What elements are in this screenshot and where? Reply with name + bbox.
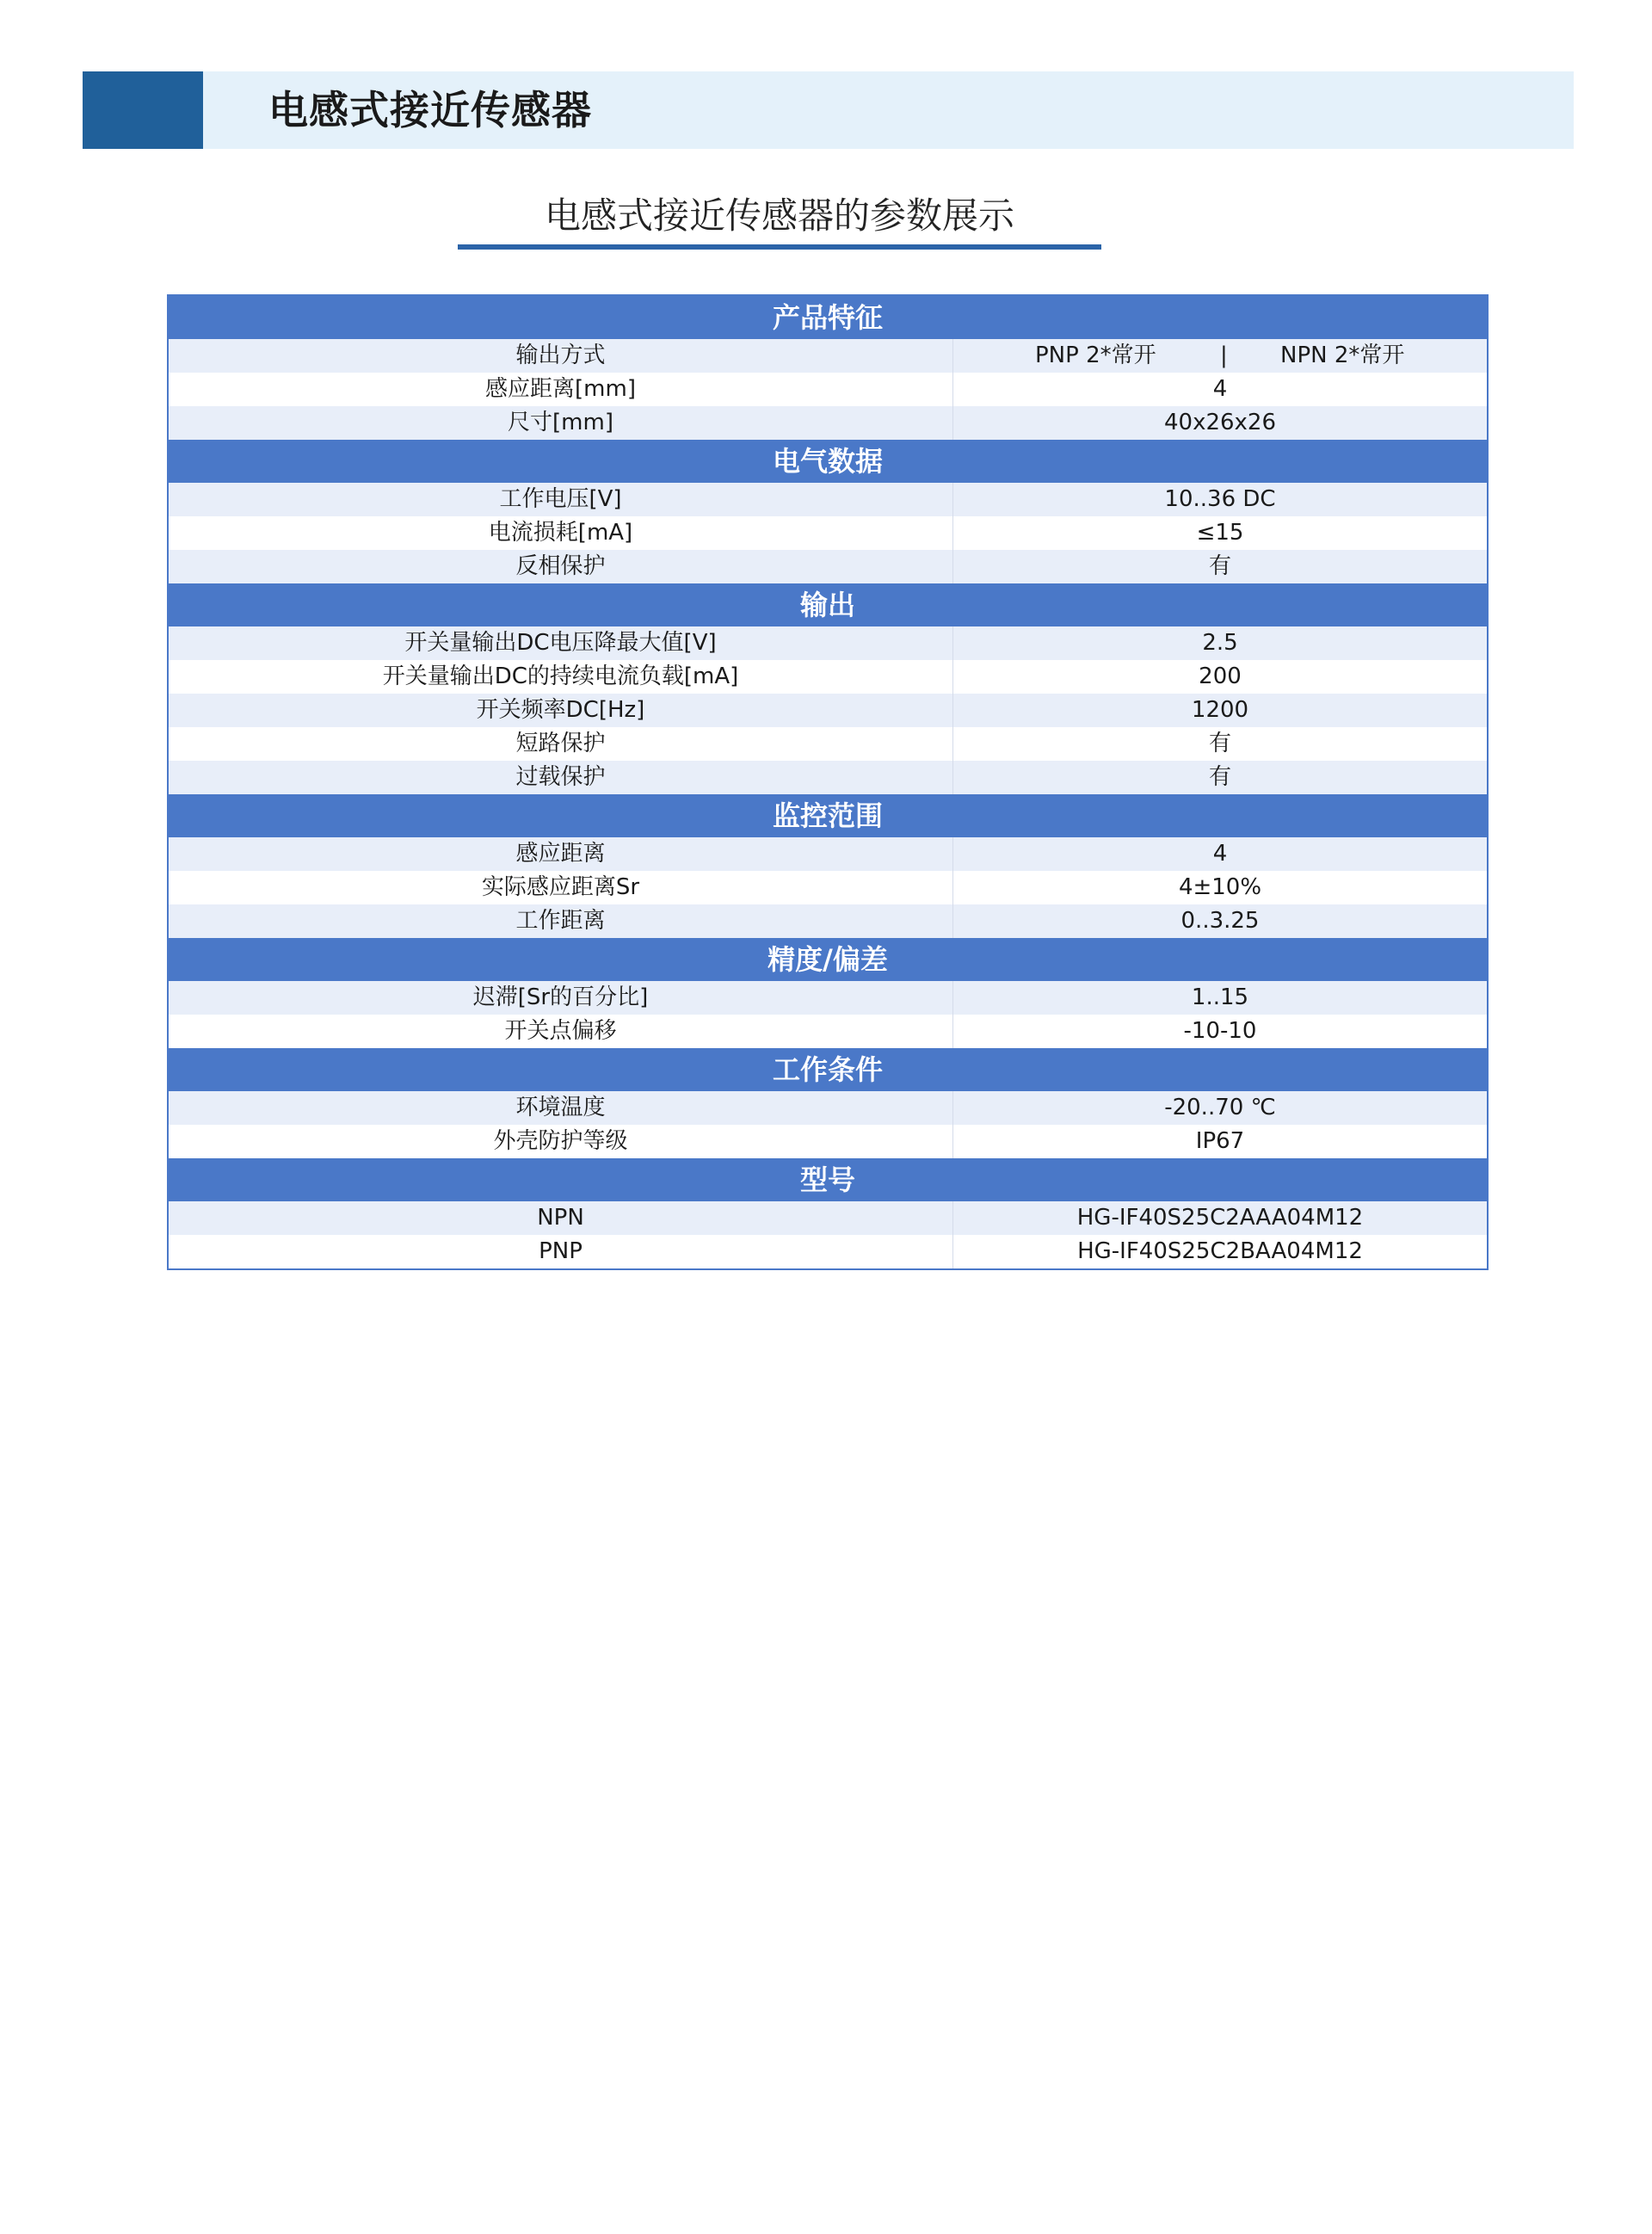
row-value: -10-10 [1183, 1018, 1257, 1044]
row-label: NPN [169, 1201, 953, 1235]
table-row [169, 1235, 1487, 1268]
table-row [169, 660, 1487, 694]
row-label: 开关频率DC[Hz] [169, 694, 953, 727]
row-label: 工作电压[V] [169, 483, 953, 516]
row-label: PNP [169, 1235, 953, 1268]
table-row [169, 626, 1487, 660]
row-label: 尺寸[mm] [169, 406, 953, 440]
row-value: HG-IF40S25C2AAA04M12 [1076, 1205, 1364, 1231]
table-row [169, 837, 1487, 871]
title-banner [83, 71, 1574, 149]
subtitle-underline [458, 244, 1101, 250]
row-value: 1..15 [1191, 984, 1249, 1010]
table-row [169, 981, 1487, 1015]
table-row [169, 694, 1487, 727]
row-value: 有 [1208, 731, 1231, 756]
table-row [169, 550, 1487, 583]
table-row [169, 373, 1487, 406]
row-value: -20..70 ℃ [1164, 1095, 1276, 1120]
banner-accent-block [83, 71, 203, 149]
row-label: 迟滞[Sr的百分比] [169, 981, 953, 1015]
table-row [169, 339, 1487, 373]
table-row [169, 483, 1487, 516]
row-value: 有 [1208, 553, 1231, 579]
value-separator: | [1220, 343, 1228, 368]
row-value: 0..3.25 [1180, 908, 1260, 934]
section-header: 工作条件 [169, 1048, 1487, 1091]
row-label: 感应距离 [169, 837, 953, 871]
section-subtitle: 电感式接近传感器的参数展示 [544, 194, 1014, 237]
row-label: 电流损耗[mA] [169, 516, 953, 550]
row-value: 有 [1208, 764, 1231, 790]
row-value: 4 [1212, 376, 1228, 402]
section-header: 输出 [169, 583, 1487, 626]
table-row [169, 1015, 1487, 1048]
row-value: 200 [1199, 663, 1242, 689]
row-label: 反相保护 [169, 550, 953, 583]
row-label: 过载保护 [169, 761, 953, 794]
row-label: 实际感应距离Sr [169, 871, 953, 904]
row-value [953, 339, 1487, 373]
row-value: 40x26x26 [1163, 410, 1277, 435]
table-row [169, 1125, 1487, 1158]
table-row [169, 904, 1487, 938]
row-label: 工作距离 [169, 904, 953, 938]
row-value: 2.5 [1202, 630, 1238, 656]
table-row [169, 1091, 1487, 1125]
row-value: HG-IF40S25C2BAA04M12 [1077, 1238, 1363, 1264]
row-label: 短路保护 [169, 727, 953, 761]
table-row [169, 516, 1487, 550]
value-option-right: NPN 2*常开 [1280, 343, 1405, 368]
table-row [169, 1201, 1487, 1235]
table-row [169, 871, 1487, 904]
row-value: 1200 [1191, 697, 1249, 723]
row-label: 环境温度 [169, 1091, 953, 1125]
section-header: 监控范围 [169, 794, 1487, 837]
section-header: 产品特征 [169, 296, 1487, 339]
section-header: 型号 [169, 1158, 1487, 1201]
row-value: 10..36 DC [1164, 486, 1276, 512]
row-value: 4±10% [1178, 874, 1262, 900]
row-label: 外壳防护等级 [169, 1125, 953, 1158]
row-value: ≤15 [1196, 520, 1244, 546]
section-header: 电气数据 [169, 440, 1487, 483]
row-label: 开关点偏移 [169, 1015, 953, 1048]
row-label: 开关量输出DC电压降最大值[V] [169, 626, 953, 660]
table-row [169, 727, 1487, 761]
table-row [169, 406, 1487, 440]
row-value: IP67 [1195, 1128, 1245, 1154]
spec-table [167, 294, 1489, 1270]
row-label: 输出方式 [169, 339, 953, 373]
row-label: 感应距离[mm] [169, 373, 953, 406]
row-label: 开关量输出DC的持续电流负载[mA] [169, 660, 953, 694]
section-header: 精度/偏差 [169, 938, 1487, 981]
page-title: 电感式接近传感器 [268, 87, 592, 133]
row-value: 4 [1212, 841, 1228, 867]
table-row [169, 761, 1487, 794]
value-option-left: PNP 2*常开 [1035, 343, 1156, 368]
